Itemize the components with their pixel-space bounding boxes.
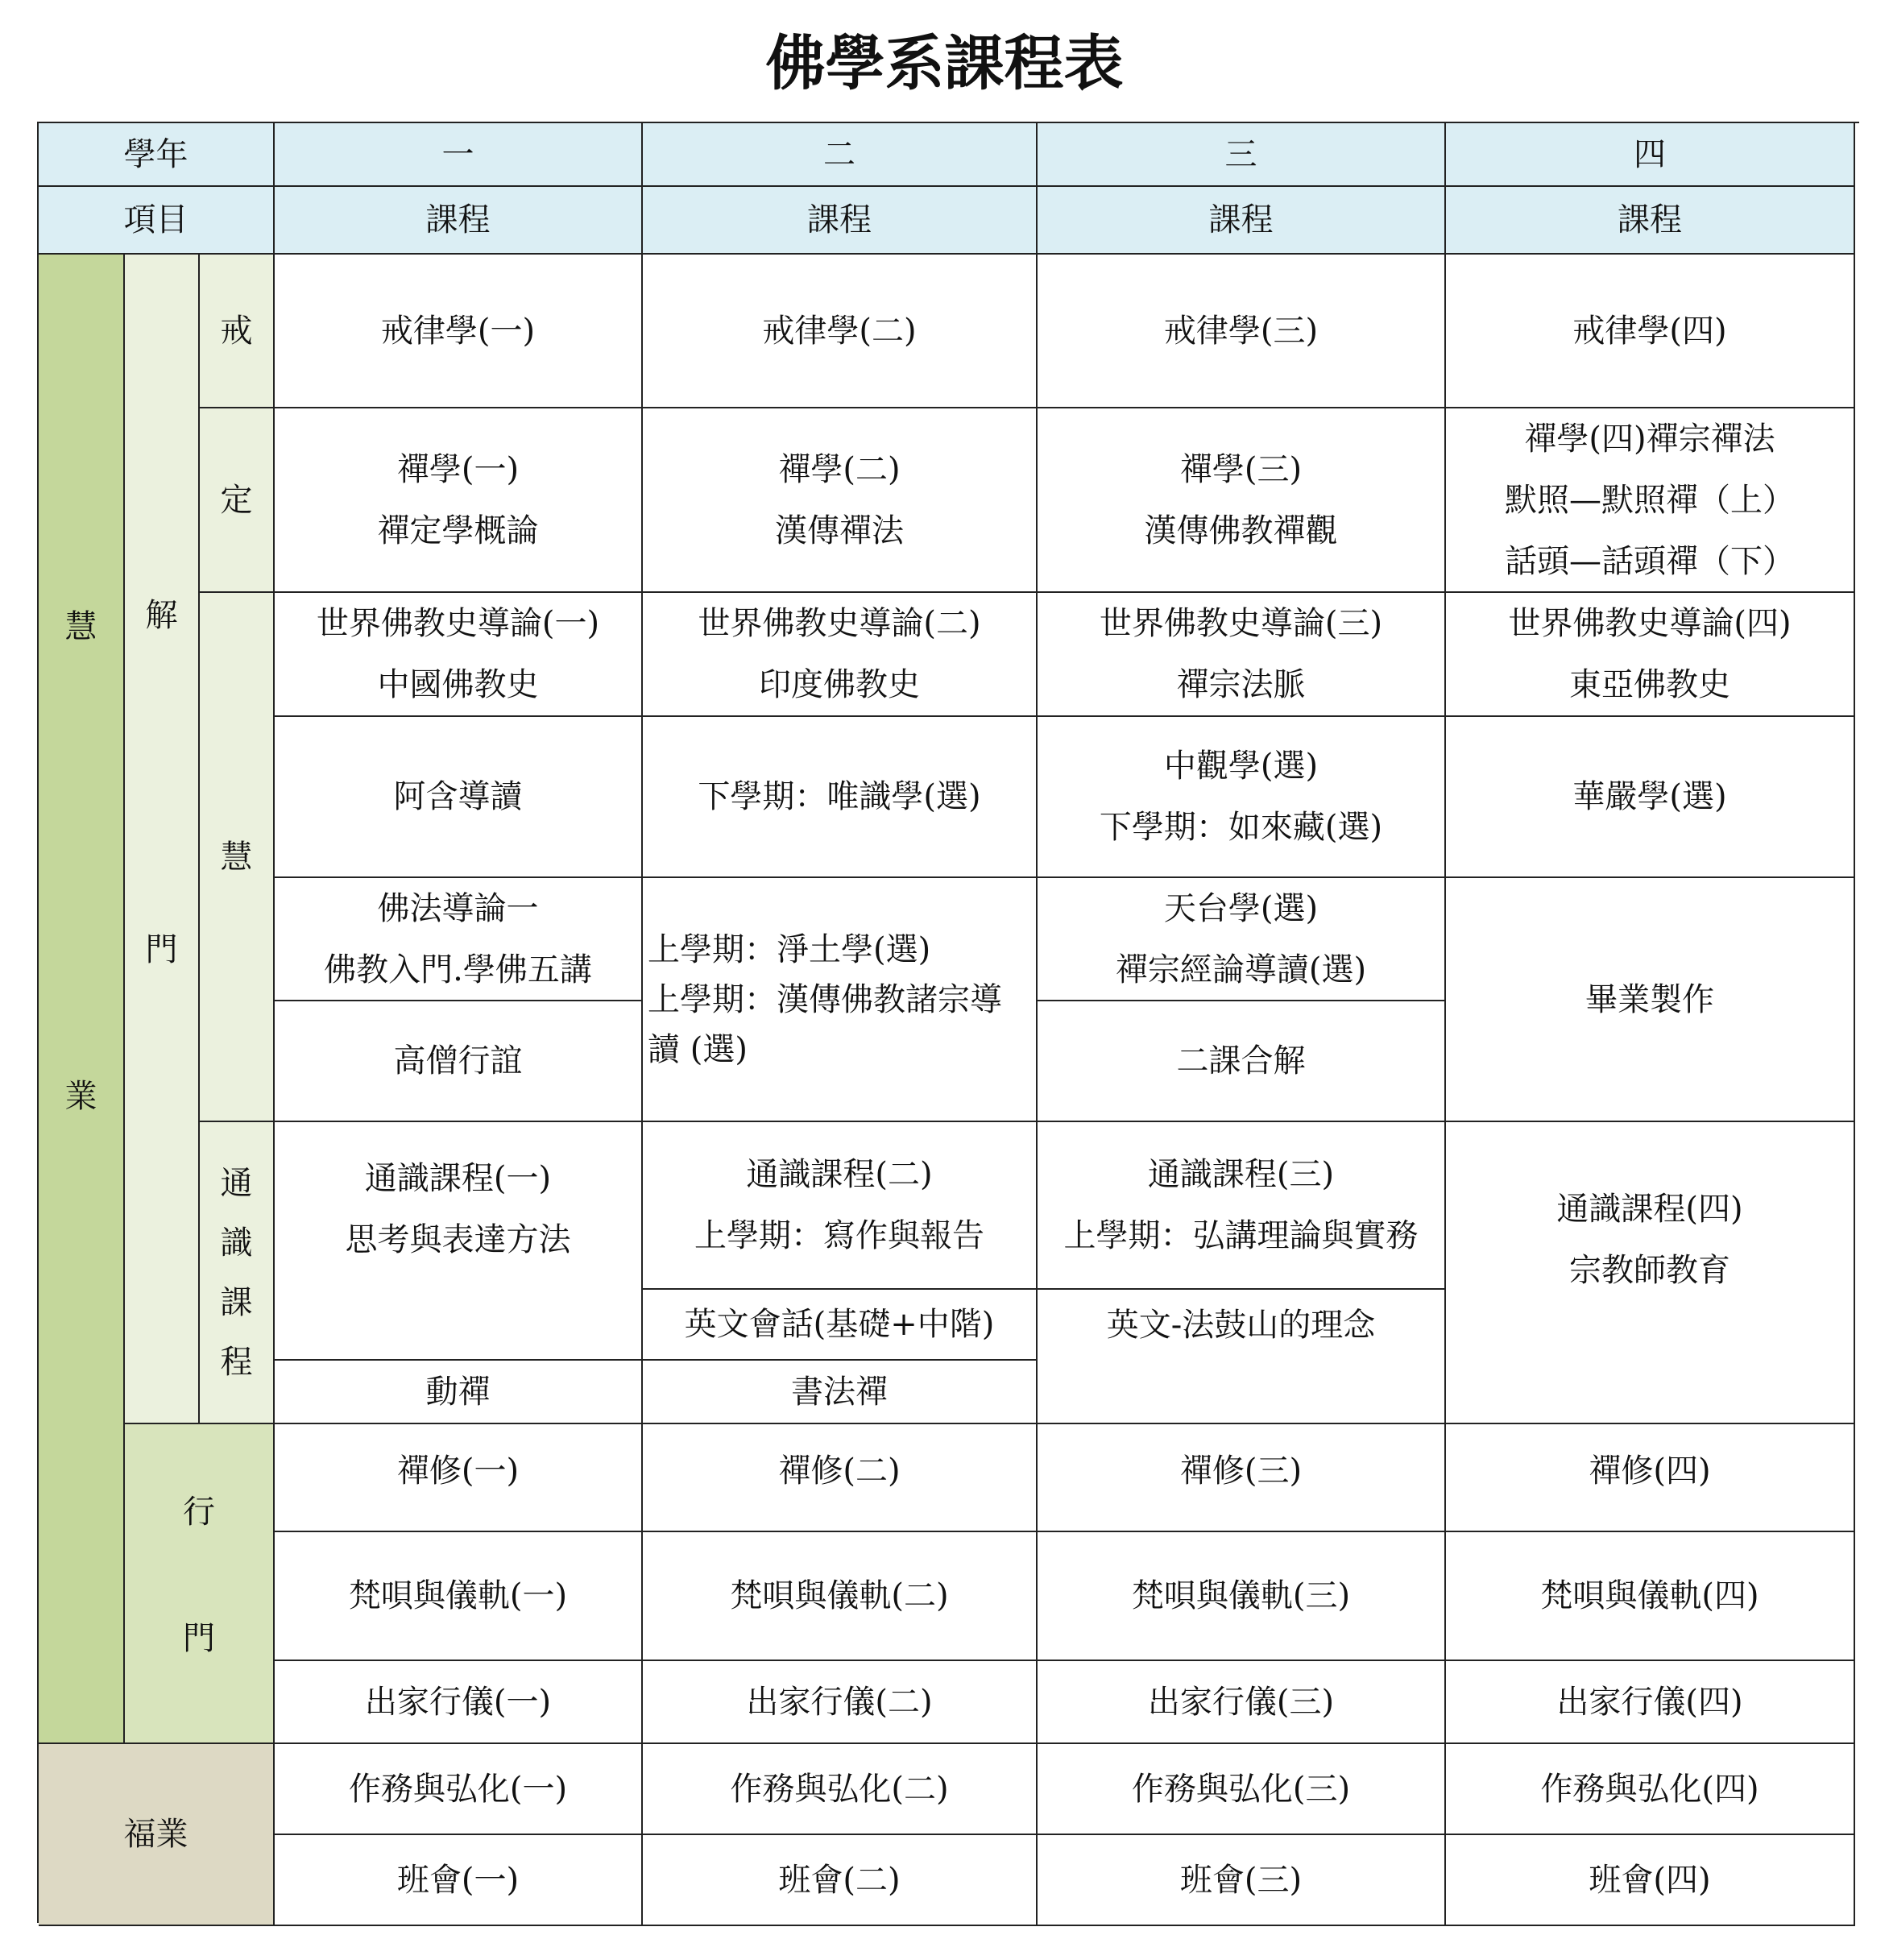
course-cell: 出家行儀(二) <box>643 1661 1038 1744</box>
meditation-category-label: 定 <box>200 408 275 593</box>
course-cell: 高僧行誼 <box>275 1001 643 1122</box>
course-cell: 梵唄與儀軌(三) <box>1038 1532 1446 1661</box>
course-cell: 禪修(四) <box>1446 1424 1855 1532</box>
fuye-group-label: 福業 <box>39 1744 275 1926</box>
ye-label: 業 <box>64 1078 97 1116</box>
course-cell: 阿含導讀 <box>275 717 643 878</box>
course-cell: 班會(四) <box>1446 1835 1855 1926</box>
course-cell: 作務與弘化(三) <box>1038 1744 1446 1835</box>
course-cell: 梵唄與儀軌(四) <box>1446 1532 1855 1661</box>
course-cell: 下學期：唯識學(選) <box>643 717 1038 878</box>
course-cell: 戒律學(三) <box>1038 255 1446 408</box>
course-cell: 班會(三) <box>1038 1835 1446 1926</box>
course-cell: 佛法導論一 佛教入門.學佛五講 <box>275 878 643 1001</box>
course-cell: 戒律學(四) <box>1446 255 1855 408</box>
curriculum-table <box>37 122 1859 1923</box>
course-cell: 世界佛教史導論(一) 中國佛教史 <box>275 593 643 717</box>
course-cell: 天台學(選) 禪宗經論導讀(選) <box>1038 878 1446 1001</box>
item-header-label: 項目 <box>39 187 275 255</box>
course-cell: 英文會話(基礎+中階) <box>643 1290 1038 1361</box>
course-cell: 禪修(一) <box>275 1424 643 1532</box>
hui-label: 慧 <box>64 607 97 645</box>
course-cell: 通識課程(四) 宗教師教育 <box>1446 1122 1855 1424</box>
course-cell: 華嚴學(選) <box>1446 717 1855 878</box>
course-cell: 禪修(三) <box>1038 1424 1446 1532</box>
course-cell: 動禪 <box>275 1361 643 1424</box>
course-cell: 戒律學(一) <box>275 255 643 408</box>
course-cell: 二課合解 <box>1038 1001 1446 1122</box>
course-cell: 禪學(一) 禪定學概論 <box>275 408 643 593</box>
jie-label: 解 <box>145 596 178 634</box>
course-cell: 出家行儀(三) <box>1038 1661 1446 1744</box>
course-cell: 中觀學(選) 下學期：如來藏(選) <box>1038 717 1446 878</box>
course-cell: 梵唄與儀軌(一) <box>275 1532 643 1661</box>
precept-category-label: 戒 <box>200 255 275 408</box>
course-header: 課程 <box>1038 187 1446 255</box>
course-cell: 禪學(四)禪宗禪法 默照—默照禪（上） 話頭—話頭禪（下） <box>1446 408 1855 593</box>
course-cell: 班會(一) <box>275 1835 643 1926</box>
year-1-header: 一 <box>275 123 643 187</box>
men-label: 門 <box>145 930 178 968</box>
course-cell: 通識課程(二) 上學期：寫作與報告 <box>643 1122 1038 1290</box>
xing-label: 行 <box>183 1493 215 1531</box>
year-3-header: 三 <box>1038 123 1446 187</box>
course-cell: 出家行儀(四) <box>1446 1661 1855 1744</box>
wisdom-category-label: 慧 <box>200 593 275 1122</box>
course-cell: 禪修(二) <box>643 1424 1038 1532</box>
course-cell: 畢業製作 <box>1446 878 1855 1122</box>
course-cell: 作務與弘化(一) <box>275 1744 643 1835</box>
course-cell: 上學期：淨土學(選) 上學期：漢傳佛教諸宗導 讀 (選) <box>643 878 1038 1122</box>
year-4-header: 四 <box>1446 123 1855 187</box>
course-cell: 世界佛教史導論(三) 禪宗法脈 <box>1038 593 1446 717</box>
course-cell: 英文-法鼓山的理念 <box>1038 1290 1446 1424</box>
xing-men-group-label <box>125 1424 275 1744</box>
page-title: 佛學系課程表 <box>765 29 1124 98</box>
course-cell: 通識課程(一) 思考與表達方法 <box>275 1122 643 1361</box>
year-2-header: 二 <box>643 123 1038 187</box>
course-header: 課程 <box>1446 187 1855 255</box>
year-header-label: 學年 <box>39 123 275 187</box>
general-education-category-label: 通 識 課 程 <box>200 1122 275 1424</box>
course-cell: 梵唄與儀軌(二) <box>643 1532 1038 1661</box>
course-cell: 通識課程(三) 上學期：弘講理論與實務 <box>1038 1122 1446 1290</box>
course-cell: 作務與弘化(二) <box>643 1744 1038 1835</box>
course-cell: 書法禪 <box>643 1361 1038 1424</box>
course-header: 課程 <box>275 187 643 255</box>
hui-ye-group-label <box>39 255 125 1744</box>
course-cell: 禪學(三) 漢傳佛教禪觀 <box>1038 408 1446 593</box>
course-cell: 禪學(二) 漢傳禪法 <box>643 408 1038 593</box>
course-cell: 戒律學(二) <box>643 255 1038 408</box>
course-header: 課程 <box>643 187 1038 255</box>
course-cell: 世界佛教史導論(二) 印度佛教史 <box>643 593 1038 717</box>
course-cell: 班會(二) <box>643 1835 1038 1926</box>
course-cell: 出家行儀(一) <box>275 1661 643 1744</box>
course-cell: 作務與弘化(四) <box>1446 1744 1855 1835</box>
jie-men-group-label <box>125 255 200 1424</box>
xing-men-label: 門 <box>183 1620 215 1658</box>
course-cell: 世界佛教史導論(四) 東亞佛教史 <box>1446 593 1855 717</box>
